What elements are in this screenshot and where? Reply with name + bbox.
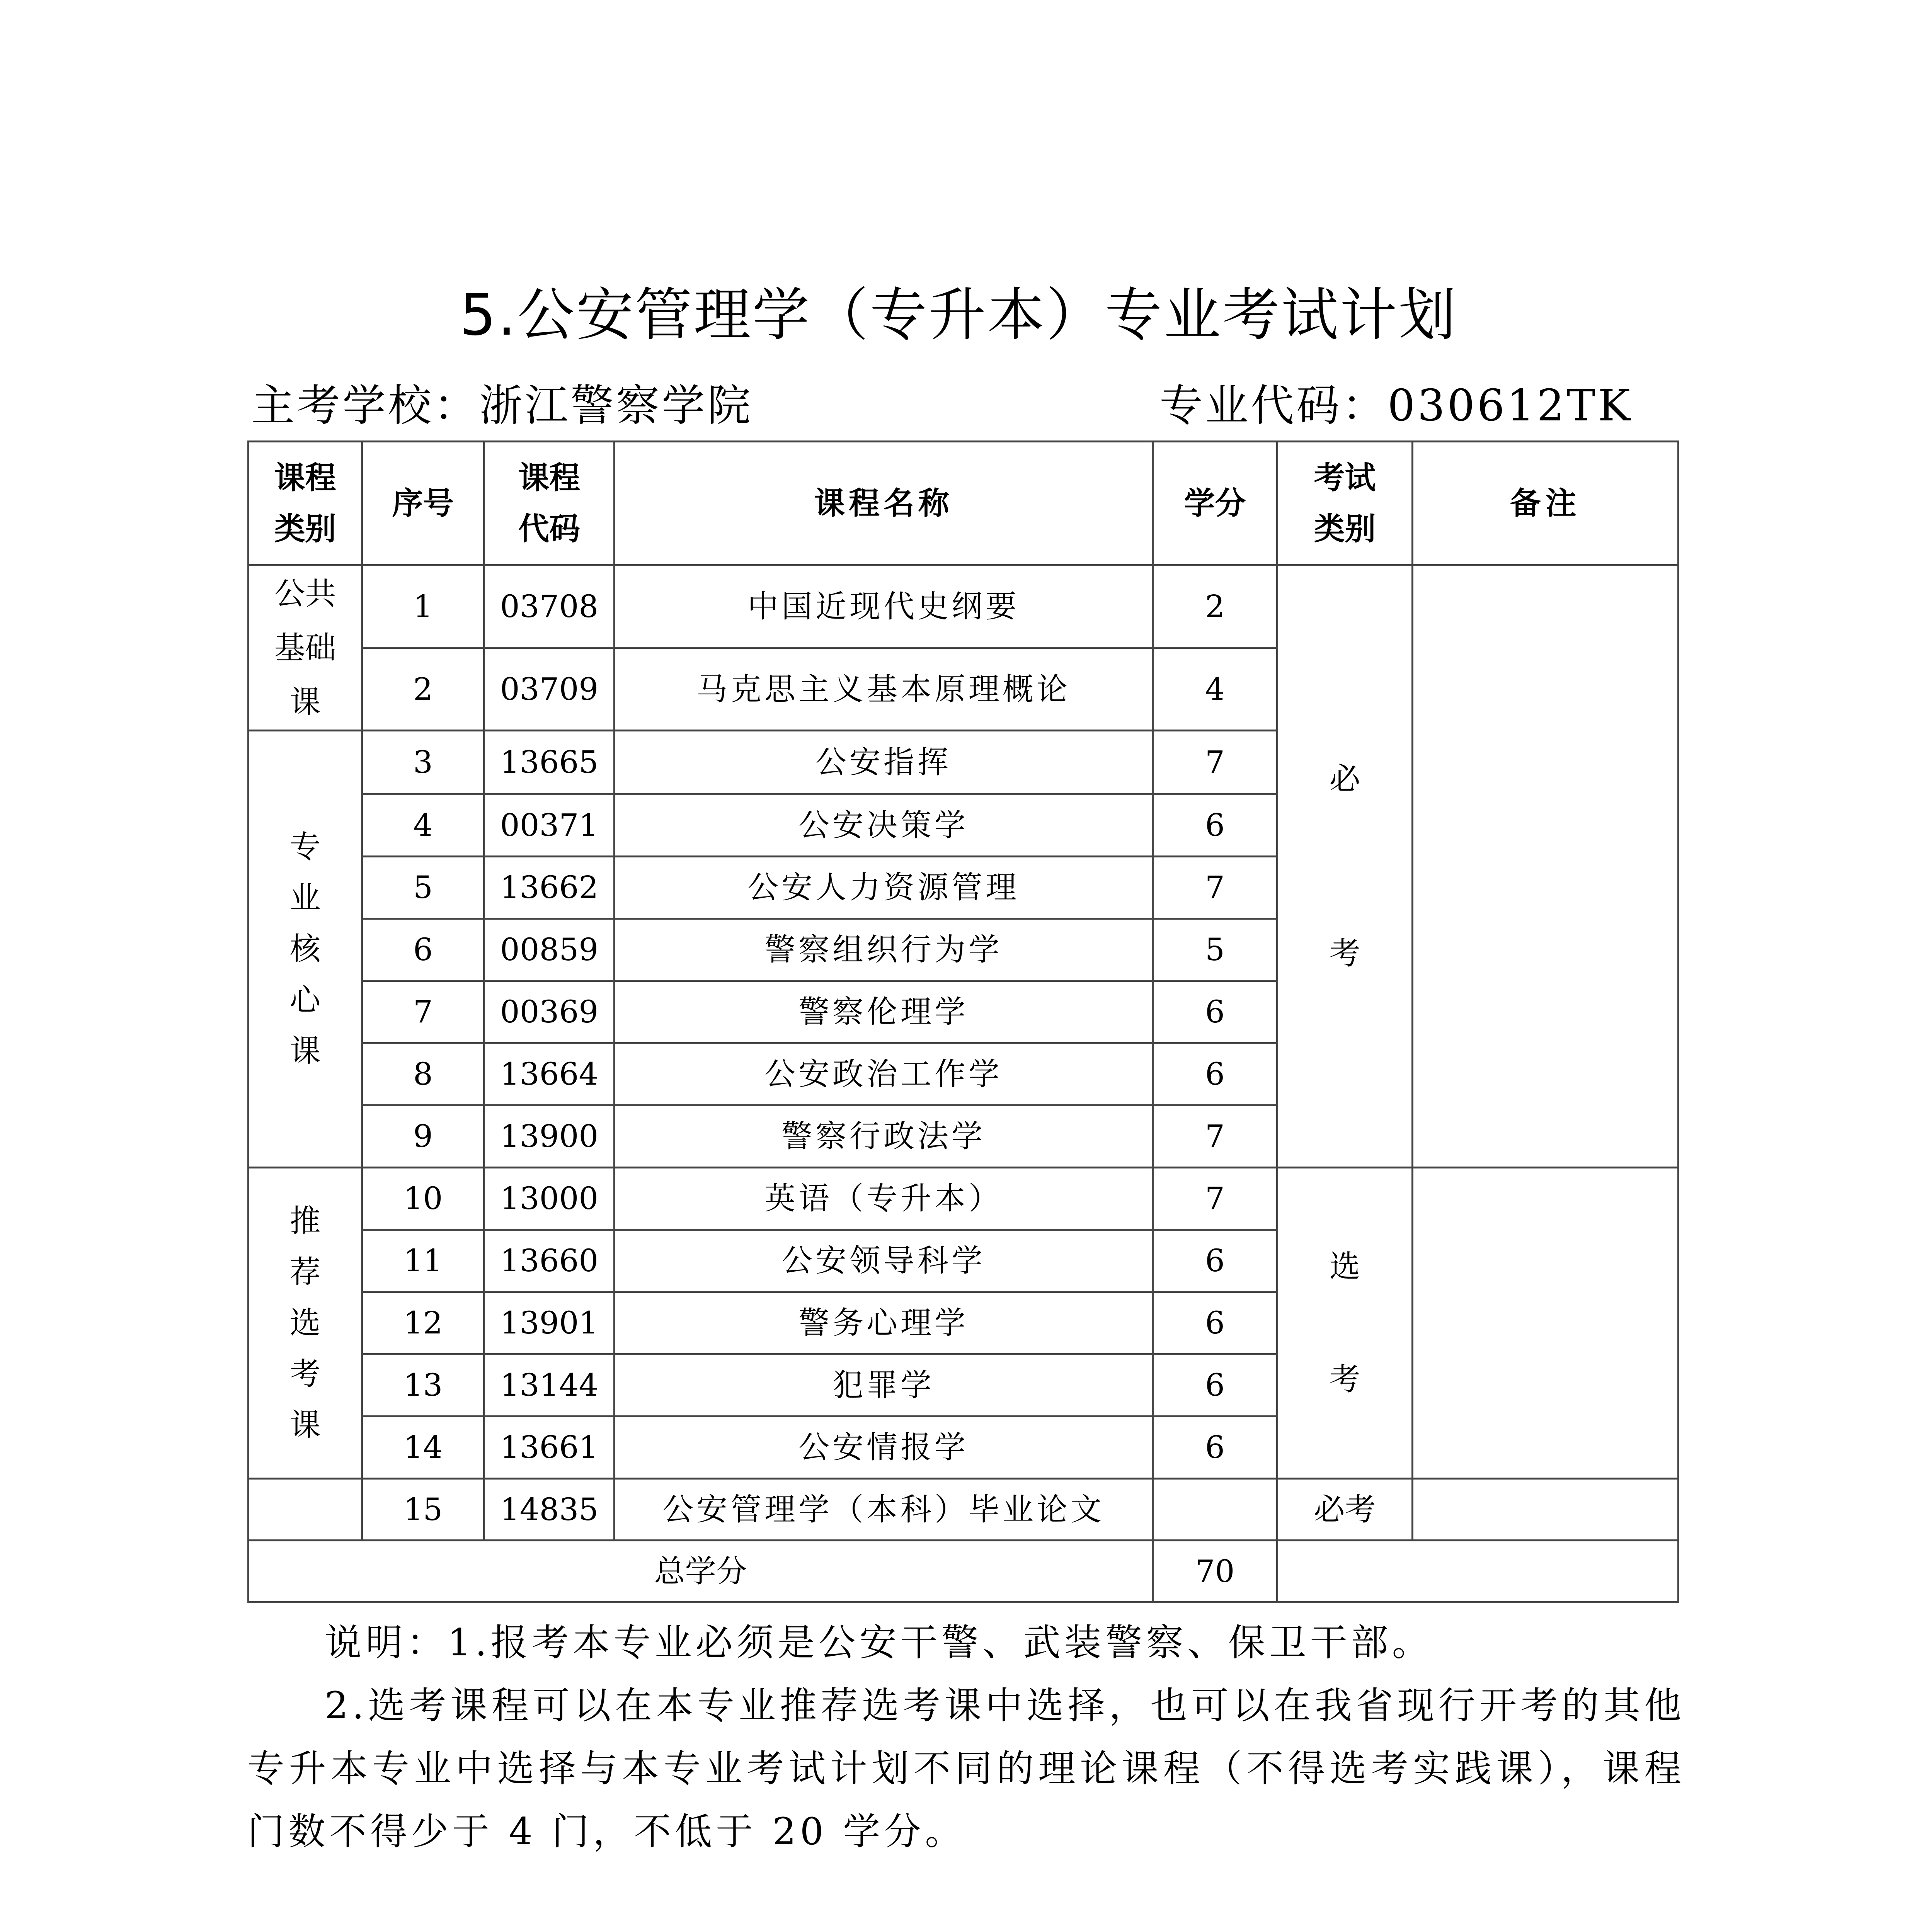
table-row xyxy=(249,565,1679,648)
table-row-thesis xyxy=(249,1479,1679,1541)
category-public-line2: 基础 xyxy=(274,629,336,666)
row-credits: 6 xyxy=(1153,1043,1277,1105)
table-row xyxy=(249,1168,1679,1230)
category-core-char1: 专 xyxy=(289,829,321,865)
row-course-name: 马克思主义基本原理概论 xyxy=(615,648,1153,731)
row-credits: 5 xyxy=(1153,919,1277,981)
category-public-line3: 课 xyxy=(289,684,321,720)
row-seq: 9 xyxy=(362,1105,484,1168)
category-elective-char3: 选 xyxy=(289,1305,321,1341)
total-credits-value: 70 xyxy=(1153,1541,1277,1602)
table-header-row xyxy=(249,442,1679,565)
category-elective-char2: 荐 xyxy=(289,1254,321,1290)
header-category-line2: 类别 xyxy=(274,510,336,547)
major-code: 专业代码：030612TK xyxy=(1159,381,1633,431)
row-course-name: 警务心理学 xyxy=(615,1292,1153,1354)
row-course-name: 公安管理学（本科）毕业论文 xyxy=(615,1479,1153,1541)
category-core-char3: 核 xyxy=(289,931,321,967)
notes xyxy=(247,1611,1685,1863)
total-credits-label: 总学分 xyxy=(249,1541,1153,1602)
row-credits: 7 xyxy=(1153,731,1277,794)
row-credits: 7 xyxy=(1153,1105,1277,1168)
row-code: 13665 xyxy=(484,731,615,794)
row-seq: 13 xyxy=(362,1354,484,1417)
row-credits: 6 xyxy=(1153,1230,1277,1292)
exam-type-required-char1: 必 xyxy=(1329,761,1360,797)
header-code-line1: 课程 xyxy=(518,459,580,496)
row-seq: 7 xyxy=(362,981,484,1043)
row-course-name: 警察伦理学 xyxy=(615,981,1153,1043)
row-credits: 6 xyxy=(1153,1417,1277,1479)
row-code: 13900 xyxy=(484,1105,615,1168)
row-code: 13661 xyxy=(484,1417,615,1479)
header-code-line2: 代码 xyxy=(518,510,580,547)
category-core-char4: 心 xyxy=(289,982,321,1018)
row-credits: 7 xyxy=(1153,857,1277,919)
exam-type-elective xyxy=(1277,1168,1413,1479)
category-public-line1: 公共 xyxy=(274,575,336,612)
row-credits: 7 xyxy=(1153,1168,1277,1230)
exam-plan-table xyxy=(247,440,1679,1603)
row-credits xyxy=(1153,1479,1277,1541)
row-code: 00371 xyxy=(484,794,615,857)
row-code: 13000 xyxy=(484,1168,615,1230)
row-seq: 2 xyxy=(362,648,484,731)
header-exam-type-line2: 类别 xyxy=(1314,510,1376,547)
row-seq: 3 xyxy=(362,731,484,794)
row-code: 00369 xyxy=(484,981,615,1043)
table-row-total xyxy=(249,1541,1679,1602)
exam-type-thesis: 必考 xyxy=(1277,1479,1413,1541)
header-exam-type-line1: 考试 xyxy=(1314,459,1376,496)
row-seq: 12 xyxy=(362,1292,484,1354)
row-code: 03708 xyxy=(484,565,615,648)
row-credits: 6 xyxy=(1153,794,1277,857)
remarks-cell-2 xyxy=(1413,1168,1679,1479)
header-credits: 学分 xyxy=(1153,442,1277,565)
category-elective xyxy=(249,1168,362,1479)
row-course-name: 中国近现代史纲要 xyxy=(615,565,1153,648)
row-seq: 6 xyxy=(362,919,484,981)
category-elective-char4: 考 xyxy=(289,1356,321,1392)
header-exam-type xyxy=(1277,442,1413,565)
exam-type-required-char2: 考 xyxy=(1329,935,1360,971)
row-seq: 10 xyxy=(362,1168,484,1230)
note-2: 2.选考课程可以在本专业推荐选考课中选择，也可以在我省现行开考的其他专升本专业中选择与本专业考试计划不同的理论课程（不得选考实践课），课程门数不得少于 4 门，不低于 20 学分。 xyxy=(247,1684,1685,1853)
header-code xyxy=(484,442,615,565)
remarks-cell-3 xyxy=(1413,1479,1679,1541)
row-seq: 11 xyxy=(362,1230,484,1292)
row-code: 14835 xyxy=(484,1479,615,1541)
row-course-name: 公安决策学 xyxy=(615,794,1153,857)
row-code: 13664 xyxy=(484,1043,615,1105)
row-credits: 6 xyxy=(1153,981,1277,1043)
row-code: 13901 xyxy=(484,1292,615,1354)
header-seq: 序号 xyxy=(362,442,484,565)
row-seq: 5 xyxy=(362,857,484,919)
row-course-name: 公安政治工作学 xyxy=(615,1043,1153,1105)
category-core-char5: 课 xyxy=(289,1033,321,1069)
row-credits: 4 xyxy=(1153,648,1277,731)
row-seq: 8 xyxy=(362,1043,484,1105)
header-category xyxy=(249,442,362,565)
header-remarks: 备注 xyxy=(1413,442,1679,565)
exam-school: 主考学校：浙江警察学院 xyxy=(251,381,753,431)
category-core xyxy=(249,731,362,1168)
note-1: 说明：1.报考本专业必须是公安干警、武装警察、保卫干部。 xyxy=(325,1621,1433,1664)
remarks-cell-1 xyxy=(1413,565,1679,1168)
row-credits: 2 xyxy=(1153,565,1277,648)
row-course-name: 公安人力资源管理 xyxy=(615,857,1153,919)
category-core-char2: 业 xyxy=(289,880,321,916)
category-elective-char5: 课 xyxy=(289,1407,321,1443)
row-course-name: 公安指挥 xyxy=(615,731,1153,794)
exam-type-elective-char1: 选 xyxy=(1329,1248,1360,1284)
row-course-name: 警察组织行为学 xyxy=(615,919,1153,981)
row-seq: 1 xyxy=(362,565,484,648)
row-code: 13660 xyxy=(484,1230,615,1292)
row-code: 00859 xyxy=(484,919,615,981)
exam-type-required xyxy=(1277,565,1413,1168)
row-course-name: 警察行政法学 xyxy=(615,1105,1153,1168)
row-code: 13662 xyxy=(484,857,615,919)
page-title: 5.公安管理学（专升本）专业考试计划 xyxy=(460,282,1457,348)
header-name: 课程名称 xyxy=(615,442,1153,565)
row-code: 13144 xyxy=(484,1354,615,1417)
row-course-name: 公安情报学 xyxy=(615,1417,1153,1479)
row-seq: 4 xyxy=(362,794,484,857)
category-elective-char1: 推 xyxy=(289,1203,321,1239)
row-course-name: 英语（专升本） xyxy=(615,1168,1153,1230)
row-course-name: 犯罪学 xyxy=(615,1354,1153,1417)
header-category-line1: 课程 xyxy=(274,459,336,496)
category-public xyxy=(249,565,362,731)
category-empty xyxy=(249,1479,362,1541)
total-empty xyxy=(1277,1541,1679,1602)
row-credits: 6 xyxy=(1153,1354,1277,1417)
row-course-name: 公安领导科学 xyxy=(615,1230,1153,1292)
row-code: 03709 xyxy=(484,648,615,731)
row-seq: 14 xyxy=(362,1417,484,1479)
row-seq: 15 xyxy=(362,1479,484,1541)
exam-type-elective-char2: 考 xyxy=(1329,1361,1360,1397)
row-credits: 6 xyxy=(1153,1292,1277,1354)
